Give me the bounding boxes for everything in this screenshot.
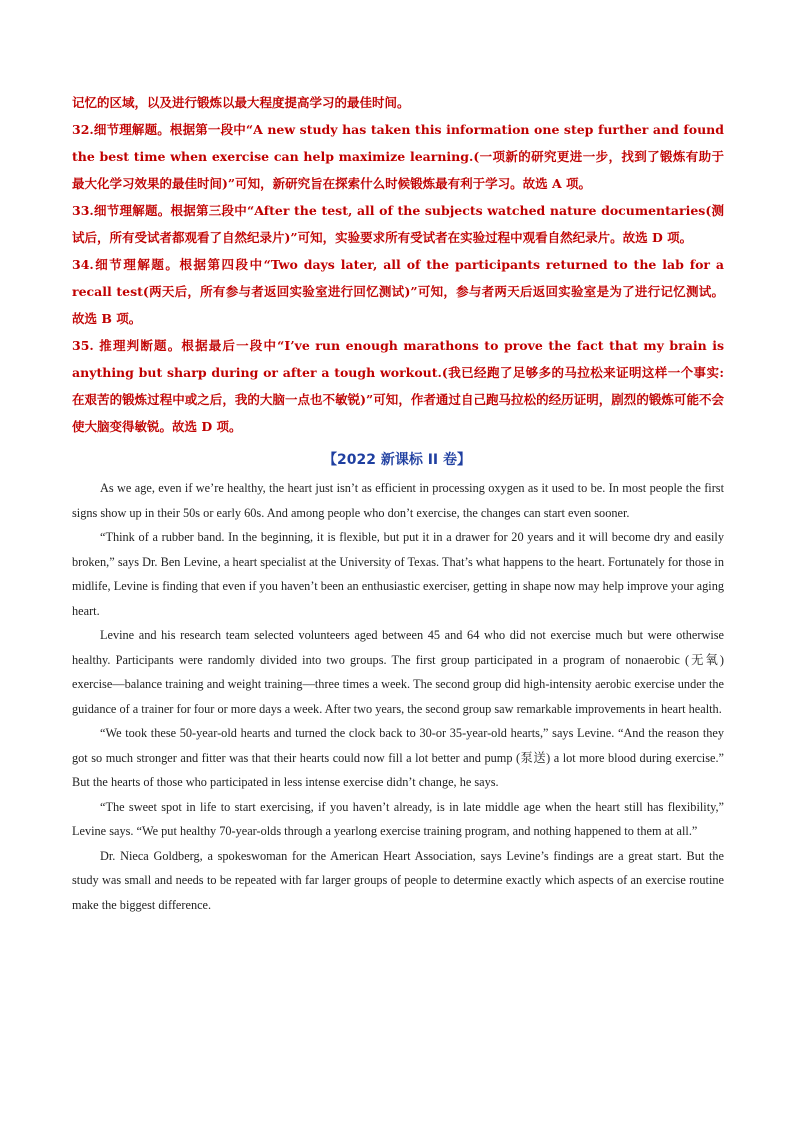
passage-paragraph-1: As we age, even if we’re healthy, the heart just isn’t as efficient in processing oxygen as it used to be. In most people the first signs show up in their 50s or early 60s. And among people who don’t exercise, the changes can start even sooner. [72, 481, 724, 520]
passage-paragraph-2: “Think of a rubber band. In the beginning, it is flexible, but put it in a drawer for 20 years and it will become dry and easily broken,” says Dr. Ben Levine, a heart specialist at the University of Texas. That’s what happens to the heart. Fortunately for those in midlife, Levine is finding that even if you haven’t been an enthusiastic exerciser, getting in shape now may help improve your aging heart. [72, 530, 724, 618]
reading-passage [72, 476, 724, 917]
answer-35: 35. 推理判断题。根据最后一段中“I’ve run enough marathons to prove the fact that my brain is anything but sharp during or after a tough workout.(我已经跑了足够多的马拉松来证明这样一个事实: 在艰苦的锻炼过程中或之后，我的大脑一点也不敏锐)”可知，作者通过自己跑马拉松的经历证明，剧烈的锻炼可能不会使大脑变得敏锐。故选 D 项。 [72, 338, 724, 434]
answer-33: 33.细节理解题。根据第三段中“After the test, all of the subjects watched nature documentaries(测试后，所有受试者都观看了自然纪录片)”可知，实验要求所有受试者在实验过程中观看自然纪录片。故选 D 项。 [72, 203, 724, 245]
section-title: 【2022 新课标 II 卷】 [322, 452, 471, 468]
answer-continuation: 记忆的区域，以及进行锻炼以最大程度提高学习的最佳时间。 [72, 95, 410, 110]
passage-paragraph-4: “We took these 50-year-old hearts and turned the clock back to 30-or 35-year-old hearts,” says Levine. “And the reason they got so much stronger and fitter was that their hearts could now fill a lot better and pump (泵送) a lot more blood during exercise.” But the hearts of those who participated in less intense exercise didn’t change, he says. [72, 726, 724, 789]
answer-32: 32.细节理解题。根据第一段中“A new study has taken this information one step further and found the best time when exercise can help maximize learning.(一项新的研究更进一步，找到了锻炼有助于最大化学习效果的最佳时间)”可知，新研究旨在探索什么时候锻炼最有利于学习。故选 A 项。 [72, 122, 724, 191]
passage-paragraph-6: Dr. Nieca Goldberg, a spokeswoman for the American Heart Association, says Levine’s findings are a great start. But the study was small and needs to be repeated with far larger groups of people to determine exactly which aspects of an exercise routine make the biggest difference. [72, 848, 724, 912]
passage-paragraph-5: “The sweet spot in life to start exercising, if you haven’t already, is in late middle age when the heart still has flexibility,” Levine says. “We put healthy 70-year-olds through a yearlong exercise training program, and nothing happened to them at all.” [72, 799, 724, 838]
answer-34: 34.细节理解题。根据第四段中“Two days later, all of the participants returned to the lab for a recall test(两天后，所有参与者返回实验室进行回忆测试)”可知，参与者两天后返回实验室是为了进行记忆测试。故选 B 项。 [72, 257, 724, 326]
answer-explanations [72, 89, 724, 440]
passage-paragraph-3: Levine and his research team selected volunteers aged between 45 and 64 who did not exercise much but were otherwise healthy. Participants were randomly divided into two groups. The first group participated in a program of nonaerobic (无氧) exercise—balance training and weight training—three times a week. The second group did high-intensity aerobic exercise under the guidance of a trainer for four or more days a week. After two years, the second group saw remarkable improvements in heart health. [72, 628, 724, 716]
